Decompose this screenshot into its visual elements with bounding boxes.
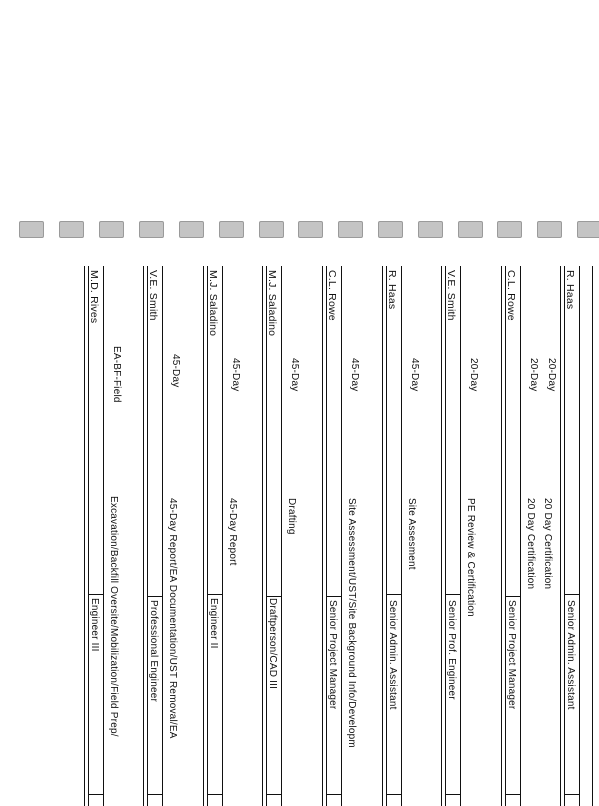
binder-holes [0,221,599,239]
report-type: 20-Day [528,358,539,392]
table-row [322,266,378,806]
task-description: Drafting [286,498,297,535]
binder-hole [179,221,204,238]
task-description: Site Assesment [406,498,417,570]
task-description: PE Review & Certification [465,498,476,617]
binder-hole [59,221,84,238]
task-description: 20 Day Certification [542,498,553,590]
binder-hole [497,221,522,238]
table-row [441,266,497,806]
binder-hole [298,221,323,238]
binder-hole [577,221,599,238]
report-type: 45-Day [349,358,360,392]
staff-role: Professional Engineer [148,600,159,703]
binder-hole [259,221,284,238]
task-description: 45-Day Report/EA Documentation/UST Removal/EA [167,498,178,739]
staff-role: Senior Prof. Engineer [446,600,457,700]
binder-hole [19,221,44,238]
report-type: 45-Day [409,358,420,392]
table-row [84,266,140,806]
binder-hole [99,221,124,238]
table-row [262,266,318,806]
binder-hole [537,221,562,238]
staff-name: C.L. Rowe [326,270,338,321]
binder-hole [219,221,244,238]
staff-role: Senior Admin. Assistant [387,600,398,710]
task-description: Site Assessment/UST/Site Background Info/Developm [346,498,357,748]
binder-hole [378,221,403,238]
table-row [382,266,438,806]
task-description: 20 Day Certification [525,498,536,590]
staff-name: M.J. Saladino [266,270,278,337]
staff-name: M.D. Rives [88,270,100,324]
staff-role: Senior Project Manager [327,600,338,710]
table-row [203,266,259,806]
report-type: 20-Day [546,358,557,392]
staff-name: C.L. Rowe [505,270,517,321]
task-description: 45-Day Report [227,498,238,566]
staff-role: Engineer II [208,598,219,649]
report-type: 45-Day [230,358,241,392]
binder-hole [418,221,443,238]
staff-role: Senior Admin. Assistant [565,600,576,710]
report-type: 45-Day [289,358,300,392]
binder-hole [139,221,164,238]
report-type: 45-Day [170,354,181,388]
staff-name: V.E. Smith [445,270,457,321]
binder-hole [458,221,483,238]
staff-role: Senior Project Manager [506,600,517,710]
staff-name: V.E. Smith [147,270,159,321]
table-row [143,266,199,806]
report-type: 20-Day [468,358,479,392]
staff-role: Draftperson/CAD III [267,598,278,690]
table-edge [592,266,599,806]
staff-name: R. Haas [386,270,398,310]
table-row [542,266,592,806]
staff-name: M.J. Saladino [207,270,219,337]
staff-role: Engineer III [89,598,100,652]
staff-name: R. Haas [564,270,576,310]
binder-hole [338,221,363,238]
report-type: EA-BF-Field [111,346,122,403]
task-description: Excavation/Backfill Oversite/Mobilization/Field Prep/ [108,496,119,737]
